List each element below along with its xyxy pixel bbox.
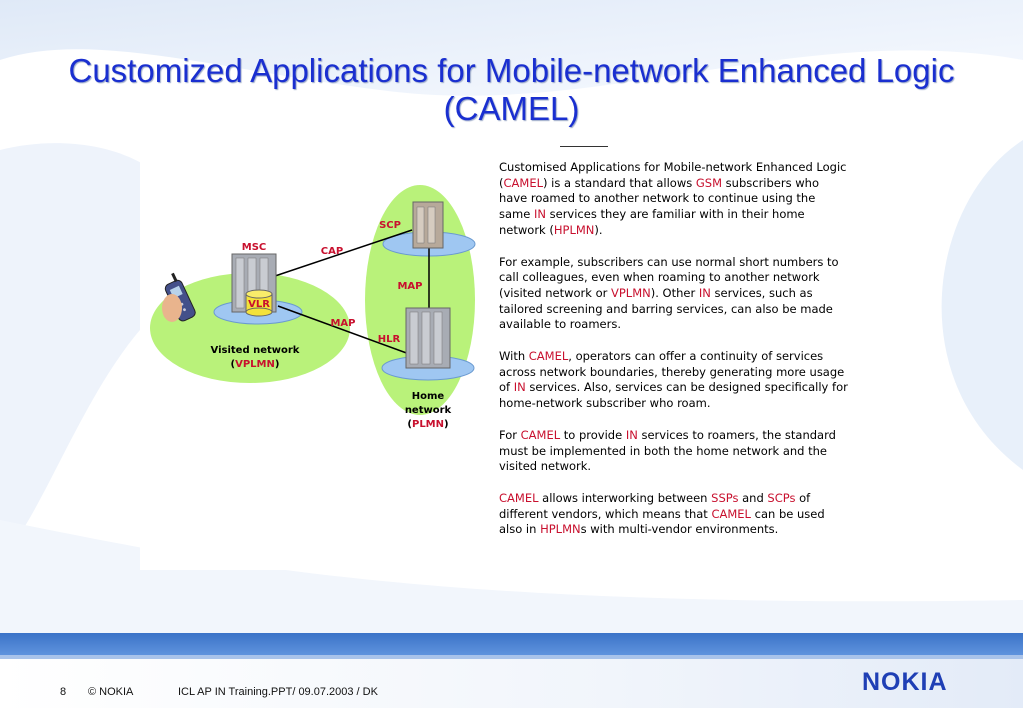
highlight-term: IN xyxy=(533,207,546,222)
copyright: © NOKIA xyxy=(88,686,134,698)
footer-band xyxy=(0,633,1023,655)
home-network-line1: Home xyxy=(411,391,445,402)
text-run: Customised Applications for Mobile-network Enhanced Logic ( xyxy=(499,160,847,190)
text-run: For xyxy=(499,427,521,442)
camel-network-diagram xyxy=(140,150,485,440)
msc-label: MSC xyxy=(241,242,267,253)
text-run: For example, subscribers can use normal short numbers to call colleagues, even when roaming to another network (visited network or xyxy=(499,254,839,300)
page-number: 8 xyxy=(60,686,67,698)
hlr-label: HLR xyxy=(377,334,401,345)
text-run: ). Other xyxy=(650,285,699,300)
text-run: With xyxy=(499,349,529,364)
body-text xyxy=(499,160,849,554)
paragraph-3 xyxy=(499,349,849,412)
paragraph-5 xyxy=(499,491,849,538)
map-label-left: MAP xyxy=(330,318,356,329)
visited-network-paren-open: ( xyxy=(230,359,236,370)
vlr-label: VLR xyxy=(248,299,270,310)
text-run: ) is a standard that allows xyxy=(543,175,696,190)
highlight-term: VPLMN xyxy=(611,285,651,300)
highlight-term: GSM xyxy=(695,175,723,190)
text-run: s with multi-vendor environments. xyxy=(580,522,779,537)
hlr-server-icon xyxy=(406,308,450,368)
text-run: and xyxy=(738,490,768,505)
highlight-term: HPLMN xyxy=(553,222,595,237)
slide-title: Customized Applications for Mobile-network Enhanced Logic (CAMEL) xyxy=(68,52,955,127)
visited-network-code: VPLMN xyxy=(235,359,275,370)
scp-label: SCP xyxy=(379,220,401,231)
text-run: ). xyxy=(594,222,603,237)
paragraph-4 xyxy=(499,428,849,475)
highlight-term: HPLMN xyxy=(540,522,581,537)
text-run: , operators can offer a continuity of services across network boundaries, thereby generating more usage of xyxy=(499,349,845,395)
highlight-term: CAMEL xyxy=(503,175,543,190)
highlight-term: SSPs xyxy=(711,490,739,505)
highlight-term: IN xyxy=(625,427,638,442)
highlight-term: CAMEL xyxy=(520,427,561,442)
text-run: services they are familiar with in their home network ( xyxy=(499,207,805,237)
visited-network-paren-close: ) xyxy=(274,359,280,370)
text-run: subscribers who have roamed to another network to continue using the same xyxy=(499,175,819,222)
highlight-term: IN xyxy=(698,285,711,300)
text-run: services, such as tailored screening and barring services, can also be made available to roamers. xyxy=(499,285,833,332)
text-run: services. Also, services can be designed specifically for home-network subscriber who roam. xyxy=(499,380,848,411)
visited-network-label: Visited network xyxy=(210,345,300,356)
text-run: of different vendors, which means that xyxy=(499,490,811,521)
home-network-code: PLMN xyxy=(411,419,445,430)
divider-mark xyxy=(560,146,608,147)
visited-network-code-line xyxy=(231,359,280,370)
home-network-paren-close: ) xyxy=(444,419,449,430)
nokia-logo: NOKIA xyxy=(862,668,948,696)
scp-server-icon xyxy=(413,202,443,248)
highlight-term: IN xyxy=(513,380,526,395)
cap-label: CAP xyxy=(320,246,344,257)
home-network-code-line xyxy=(407,419,448,430)
highlight-term: CAMEL xyxy=(711,506,751,521)
text-run: can be used also in xyxy=(499,506,825,537)
text-run: to provide xyxy=(560,427,626,442)
home-network-line2: network xyxy=(404,405,452,416)
highlight-term: CAMEL xyxy=(499,490,539,505)
text-run: allows interworking between xyxy=(538,490,712,505)
file-info: ICL AP IN Training.PPT/ 09.07.2003 / DK xyxy=(178,686,378,698)
home-network-paren-open: ( xyxy=(407,419,412,430)
paragraph-1 xyxy=(499,160,849,239)
text-run: services to roamers, the standard must be implemented in both the home network and the visited network. xyxy=(499,427,836,474)
highlight-term: SCPs xyxy=(767,490,796,505)
paragraph-2 xyxy=(499,255,849,334)
hand-icon xyxy=(162,294,182,322)
highlight-term: CAMEL xyxy=(528,349,569,364)
map-label-right: MAP xyxy=(397,281,423,292)
